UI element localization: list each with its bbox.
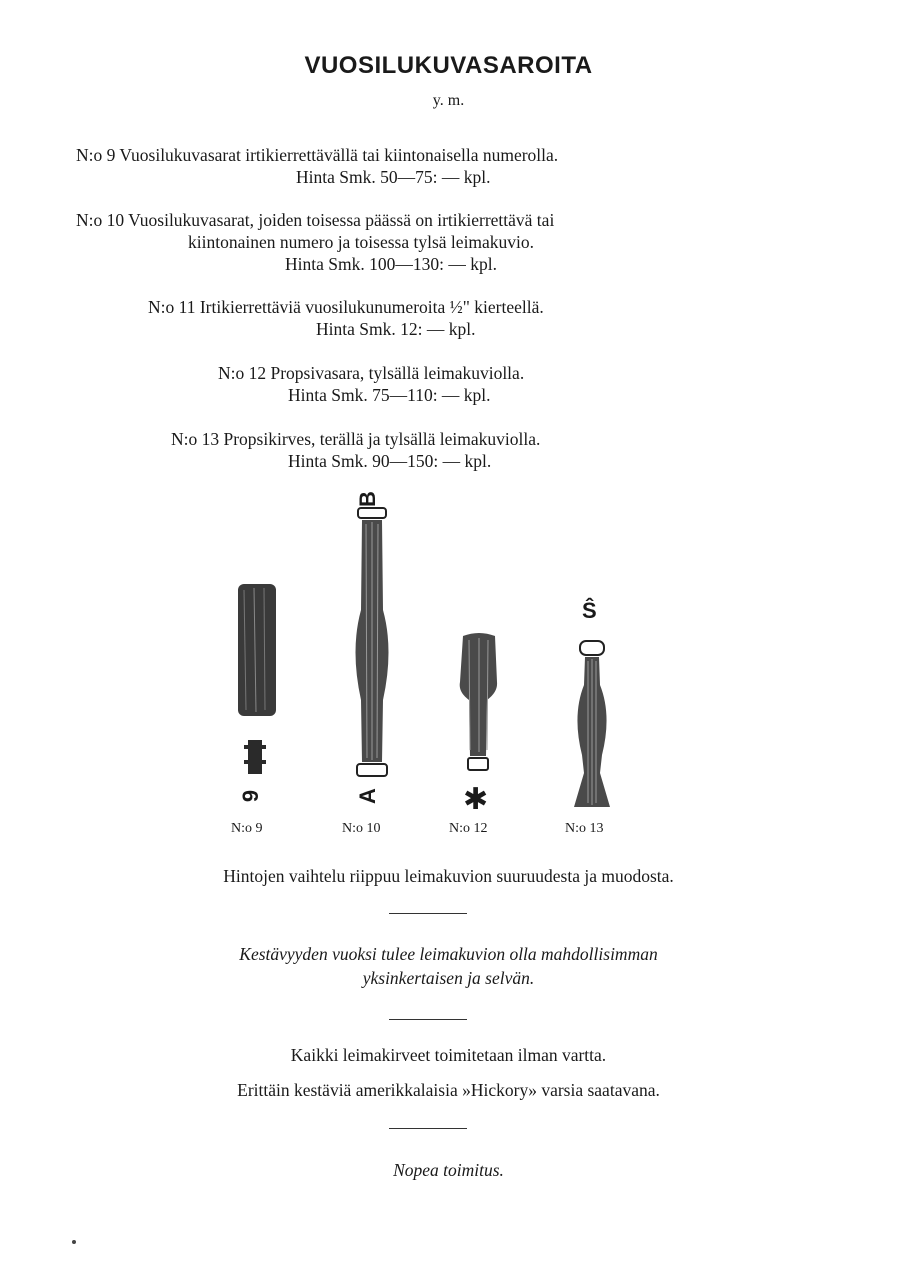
page-subtitle: y. m.	[432, 92, 465, 109]
scan-speck	[72, 1240, 76, 1244]
handles-note-line-2: Erittäin kestäviä amerikkalaisia »Hickory» varsia saatavana.	[237, 1080, 660, 1100]
divider-2	[389, 1019, 467, 1020]
axe-13-mark: Ŝ	[582, 598, 597, 623]
divider-1	[389, 913, 467, 914]
divider-3	[389, 1128, 467, 1129]
hammer-10-drawing	[350, 500, 394, 790]
hammer-9-mark: 9	[238, 789, 264, 803]
caption-no-9: N:o 9	[231, 821, 263, 836]
hammer-12-drawing	[457, 630, 501, 780]
caption-no-13: N:o 13	[565, 821, 604, 836]
item-12-description: N:o 12 Propsivasara, tylsällä leimakuviolla.	[218, 363, 525, 383]
item-9-price: Hinta Smk. 50—75: — kpl.	[296, 167, 491, 187]
price-variation-note: Hintojen vaihtelu riippuu leimakuvion suuruudesta ja muodosta.	[223, 866, 674, 886]
tools-illustration	[200, 480, 680, 820]
hammer-10-bottom-mark: A	[354, 788, 380, 804]
axe-13-drawing	[570, 635, 614, 815]
hammer-12-mark: ✱	[463, 783, 489, 816]
durability-note-line-1: Kestävyyden vuoksi tulee leimakuvion olla mahdollisimman	[239, 944, 658, 964]
item-10-price: Hinta Smk. 100—130: — kpl.	[285, 254, 497, 274]
item-12-price: Hinta Smk. 75—110: — kpl.	[288, 385, 491, 405]
item-10-description: N:o 10 Vuosilukuvasarat, joiden toisessa päässä on irtikierrettävä tai	[76, 210, 555, 230]
item-10-description-cont: kiintonainen numero ja toisessa tylsä leimakuvio.	[188, 232, 535, 252]
item-11-description: N:o 11 Irtikierrettäviä vuosilukunumeroita ½" kierteellä.	[148, 297, 544, 317]
hammer-9-drawing	[234, 580, 284, 820]
item-13-price: Hinta Smk. 90—150: — kpl.	[288, 451, 492, 471]
item-11-price: Hinta Smk. 12: — kpl.	[316, 319, 476, 339]
page-title: VUOSILUKUVASAROITA	[304, 52, 593, 79]
delivery-note: Nopea toimitus.	[393, 1160, 504, 1180]
item-9-description: N:o 9 Vuosilukuvasarat irtikierrettävällä tai kiintonaisella numerolla.	[76, 145, 559, 165]
item-13-description: N:o 13 Propsikirves, terällä ja tylsällä leimakuviolla.	[171, 429, 541, 449]
hammer-10-top-mark: B	[354, 491, 380, 507]
handles-note-line-1: Kaikki leimakirveet toimitetaan ilman vartta.	[290, 1045, 607, 1065]
durability-note-line-2: yksinkertaisen ja selvän.	[362, 968, 535, 988]
caption-no-12: N:o 12	[449, 821, 488, 836]
caption-no-10: N:o 10	[342, 821, 381, 836]
